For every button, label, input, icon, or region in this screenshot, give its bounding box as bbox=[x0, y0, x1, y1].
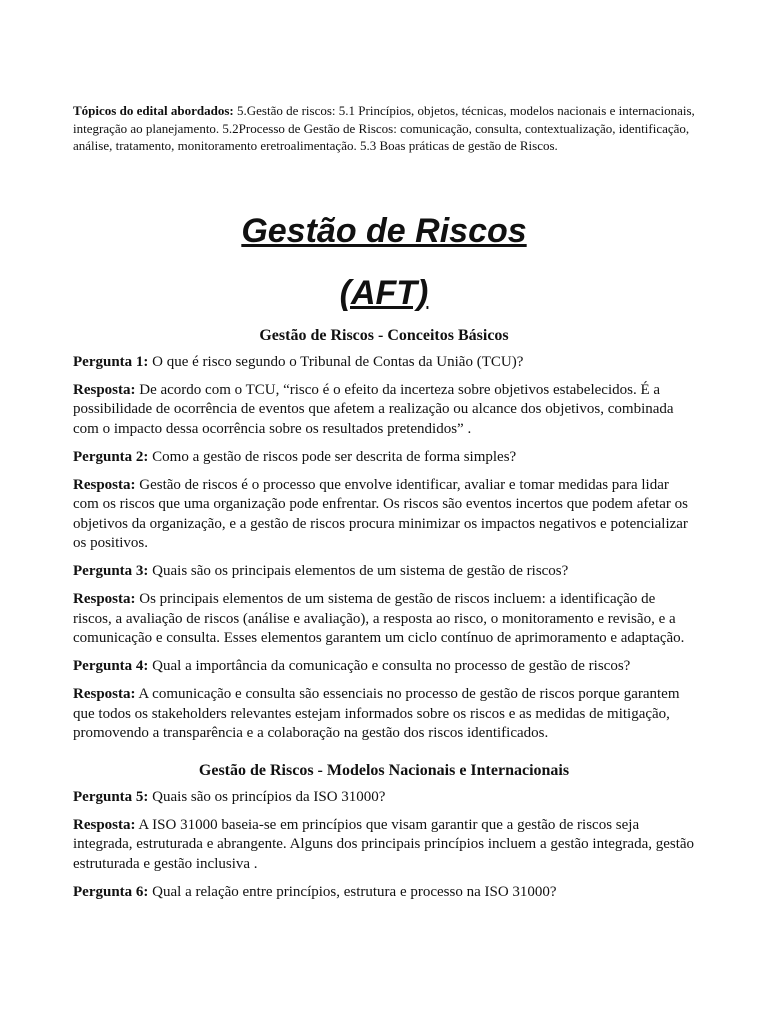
question-1 bbox=[73, 353, 695, 373]
qa-label: Pergunta 2: bbox=[73, 448, 149, 465]
question-4 bbox=[73, 657, 695, 677]
question-5 bbox=[73, 788, 695, 808]
qa-label: Pergunta 5: bbox=[73, 788, 149, 805]
qa-text: Quais são os princípios da ISO 31000? bbox=[148, 788, 386, 805]
document-page bbox=[73, 102, 695, 911]
section-heading-basic-concepts: Gestão de Riscos - Conceitos Básicos bbox=[259, 326, 509, 344]
question-2 bbox=[73, 448, 695, 468]
qa-label: Pergunta 4: bbox=[73, 658, 149, 674]
document-title: Gestão de Riscos bbox=[241, 211, 527, 250]
edital-topics bbox=[73, 102, 695, 155]
qa-label: Resposta: bbox=[73, 381, 136, 398]
qa-label: Resposta: bbox=[73, 686, 136, 702]
qa-label: Pergunta 1: bbox=[73, 353, 149, 370]
section-heading-models: Gestão de Riscos - Modelos Nacionais e Internacionais bbox=[198, 761, 570, 779]
question-3 bbox=[73, 562, 695, 582]
qa-text: Qual a importância da comunicação e consulta no processo de gestão de riscos? bbox=[148, 658, 631, 674]
qa-text: A ISO 31000 baseia-se em princípios que visam garantir que a gestão de riscos seja integrada, estruturada e abrangente. Alguns dos principais princípios incluem a gestão integrada, gestão estruturada e gestão inclusiva . bbox=[73, 816, 695, 872]
qa-text: Quais são os principais elementos de um sistema de gestão de riscos? bbox=[148, 563, 569, 579]
topics-label: Tópicos do edital abordados: bbox=[73, 103, 234, 118]
answer-2 bbox=[73, 476, 695, 554]
qa-text: Os principais elementos de um sistema de gestão de riscos incluem: a identificação de riscos, a avaliação de riscos (análise e avaliação), a resposta ao risco, o monitoramento e revisão, e a comunicação e consulta. Esses elementos garantem um ciclo contínuo de aprimoramento e adaptação. bbox=[73, 591, 685, 646]
qa-text: De acordo com o TCU, “risco é o efeito da incerteza sobre objetivos estabelecidos. É a possibilidade de ocorrência de eventos que afetem a realização ou alcance dos objetivos, combinada com o impacto dessa ocorrência sobre os resultados pretendidos” . bbox=[73, 381, 674, 437]
qa-label: Pergunta 3: bbox=[73, 563, 149, 579]
qa-text: Como a gestão de riscos pode ser descrita de forma simples? bbox=[148, 448, 517, 465]
qa-label: Pergunta 6: bbox=[73, 883, 149, 900]
topics-text: 5.Gestão de riscos: 5.1 Princípios, objetos, técnicas, modelos nacionais e internacionais, integração ao planejamento. 5.2Processo de Gestão de Riscos: comunicação, consulta, contextualização, identificação, análise, tratamento, monitoramento eretroalimentação. 5.3 Boas práticas de gestão de Riscos. bbox=[73, 103, 695, 153]
answer-3 bbox=[73, 590, 695, 649]
answer-5 bbox=[73, 816, 695, 875]
answer-4 bbox=[73, 685, 695, 744]
qa-label: Resposta: bbox=[73, 816, 136, 833]
qa-label: Resposta: bbox=[73, 591, 136, 607]
answer-1 bbox=[73, 381, 695, 440]
qa-text: Qual a relação entre princípios, estrutura e processo na ISO 31000? bbox=[148, 883, 557, 900]
qa-text: A comunicação e consulta são essenciais no processo de gestão de riscos porque garantem que todos os stakeholders relevantes estejam informados sobre os riscos e as medidas de mitigação, promovendo a transparência e a colaboração na gestão dos riscos identificados. bbox=[73, 686, 680, 741]
question-6 bbox=[73, 883, 695, 903]
qa-text: Gestão de riscos é o processo que envolve identificar, avaliar e tomar medidas para lidar com os riscos que uma organização pode enfrentar. Os riscos são eventos incertos que podem afetar os objetivos da organização, e a gestão de riscos procura minimizar os impactos negativos e potencializar os positivos. bbox=[73, 476, 688, 551]
qa-label: Resposta: bbox=[73, 476, 136, 493]
qa-text: O que é risco segundo o Tribunal de Contas da União (TCU)? bbox=[148, 353, 524, 370]
document-subtitle: (AFT) bbox=[339, 273, 429, 312]
